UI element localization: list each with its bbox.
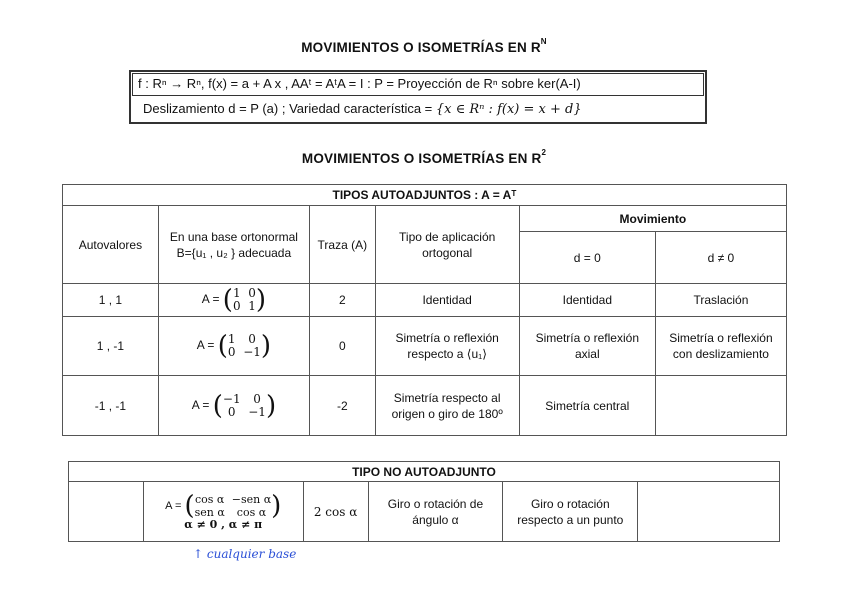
col-traza: Traza (A) [310,206,376,284]
col-d-zero: d = 0 [519,232,655,284]
col-base: En una base ortonormal B={u₁ , u₂ } adecuada [158,206,309,284]
handwritten-note: ↑ cualquier base [193,547,297,561]
tipo-cell: Simetría respecto al origen o giro de 180º [375,376,519,436]
traza-cell: 2 [310,284,376,317]
empty-cell [69,482,144,542]
col-d-nonzero: d ≠ 0 [655,232,786,284]
self-adjoint-table [62,184,787,436]
col-tipo: Tipo de aplicación ortogonal [375,206,519,284]
matrix: (−1 0 0 −1) [212,390,277,421]
tipo-cell: Giro o rotación de ángulo α [368,482,503,542]
autovalores-cell: -1 , -1 [63,376,159,436]
d-nonzero-cell: Traslación [655,284,786,317]
table-row [63,284,787,317]
table-row [63,317,787,376]
d-nonzero-cell [655,376,786,436]
definition-line-2: Deslizamiento d = P (a) ; Variedad característica = {x ∈ Rⁿ : f(x) = x + d} [143,101,582,117]
matrix: (cos α sen α −sen α cos α ) [184,490,282,521]
traza-cell: 0 [310,317,376,376]
table2-header: TIPO NO AUTOADJUNTO [69,462,780,482]
d-zero-cell: Giro o rotación respecto a un punto [503,482,638,542]
d-nonzero-cell [638,482,780,542]
autovalores-cell: 1 , -1 [63,317,159,376]
tipo-cell: Identidad [375,284,519,317]
col-movimiento: Movimiento [519,206,786,232]
matrix-cell: A = (1 0 0 1) [158,284,309,317]
d-zero-cell: Simetría o reflexión axial [519,317,655,376]
table-row [63,376,787,436]
col-autovalores: Autovalores [63,206,159,284]
d-zero-cell: Simetría central [519,376,655,436]
traza-cell: -2 [310,376,376,436]
matrix-cell: A = (cos α sen α −sen α cos α ) α ≠ 0 , α ≠ π [143,482,303,542]
matrix-cell: A = (1 0 0 −1) [158,317,309,376]
d-nonzero-cell: Simetría o reflexión con deslizamiento [655,317,786,376]
non-self-adjoint-table [68,461,780,542]
autovalores-cell: 1 , 1 [63,284,159,317]
matrix: (1 0 0 −1) [217,331,272,361]
definition-box [129,70,707,124]
matrix: (1 0 0 1) [222,285,267,315]
d-zero-cell: Identidad [519,284,655,317]
table-row [69,482,780,542]
traza-cell: 2 cos α [303,482,368,542]
definition-line-1: f : Rⁿ → Rⁿ, f(x) = a + A x , AAᵗ = AᵗA = I : P = Proyección de Rⁿ sobre ker(A-I) [132,73,704,96]
angle-condition: α ≠ 0 , α ≠ π [184,517,263,531]
matrix-cell: A = (−1 0 0 −1) [158,376,309,436]
r2-title: MOVIMIENTOS O ISOMETRÍAS EN $R^2$ [301,148,547,166]
table1-header: TIPOS AUTOADJUNTOS : A = Aᵀ [63,185,787,206]
main-title: MOVIMIENTOS O ISOMETRÍAS EN $R^N$ [301,37,547,55]
tipo-cell: Simetría o reflexión respecto a ⟨u₁⟩ [375,317,519,376]
